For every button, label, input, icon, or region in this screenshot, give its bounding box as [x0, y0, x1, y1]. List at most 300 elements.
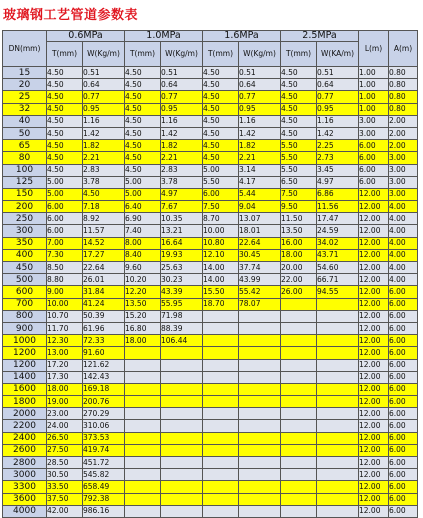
thickness-0-6: 7.30 — [47, 249, 83, 261]
weight-2-5 — [317, 383, 359, 395]
thickness-2-5 — [281, 322, 317, 334]
thickness-1-0: 8.00 — [125, 237, 161, 249]
thickness-1-6 — [203, 408, 239, 420]
weight-1-0 — [161, 481, 203, 493]
weight-1-6: 55.42 — [239, 286, 281, 298]
thickness-1-6 — [203, 420, 239, 432]
dn-cell: 200 — [3, 201, 47, 213]
weight-0-6: 2.83 — [83, 164, 125, 176]
table-row — [3, 432, 418, 444]
weight-0-6: 419.74 — [83, 444, 125, 456]
thickness-0-6: 6.00 — [47, 225, 83, 237]
thickness-1-6: 18.70 — [203, 298, 239, 310]
thickness-0-6: 4.50 — [47, 152, 83, 164]
length-cell: 12.00 — [359, 310, 389, 322]
table-row — [3, 176, 418, 188]
dn-cell: 3300 — [3, 481, 47, 493]
dn-cell: 150 — [3, 188, 47, 200]
table-row — [3, 201, 418, 213]
weight-1-6: 3.14 — [239, 164, 281, 176]
a-cell: 6.00 — [389, 310, 418, 322]
dn-cell: 15 — [3, 67, 47, 79]
weight-1-0 — [161, 420, 203, 432]
thickness-1-0 — [125, 347, 161, 359]
thickness-1-0 — [125, 359, 161, 371]
weight-2-5: 54.60 — [317, 262, 359, 274]
thickness-2-5: 5.50 — [281, 152, 317, 164]
weight-1-0 — [161, 359, 203, 371]
thickness-1-6: 14.00 — [203, 262, 239, 274]
weight-1-6: 9.04 — [239, 201, 281, 213]
weight-2-5 — [317, 432, 359, 444]
weight-2-5 — [317, 359, 359, 371]
thickness-2-5: 16.00 — [281, 237, 317, 249]
thickness-1-6: 4.50 — [203, 67, 239, 79]
length-cell: 3.00 — [359, 127, 389, 139]
thickness-0-6: 4.50 — [47, 67, 83, 79]
thickness-2-5 — [281, 432, 317, 444]
weight-2-5: 24.59 — [317, 225, 359, 237]
weight-1-0: 1.16 — [161, 115, 203, 127]
a-cell: 4.00 — [389, 262, 418, 274]
thickness-0-6: 10.70 — [47, 310, 83, 322]
weight-1-0: 1.42 — [161, 127, 203, 139]
weight-2-5: 0.51 — [317, 67, 359, 79]
weight-0-6: 792.38 — [83, 493, 125, 505]
header-thickness: T(mm) — [281, 42, 317, 67]
thickness-1-6 — [203, 322, 239, 334]
thickness-1-6: 15.50 — [203, 286, 239, 298]
a-cell: 6.00 — [389, 383, 418, 395]
thickness-1-6: 10.80 — [203, 237, 239, 249]
length-cell: 12.00 — [359, 420, 389, 432]
table-row — [3, 444, 418, 456]
weight-1-0: 0.64 — [161, 79, 203, 91]
thickness-1-0 — [125, 457, 161, 469]
weight-0-6: 3.78 — [83, 176, 125, 188]
weight-1-6 — [239, 444, 281, 456]
table-row — [3, 481, 418, 493]
thickness-1-0: 4.50 — [125, 164, 161, 176]
dn-cell: 40 — [3, 115, 47, 127]
dn-cell: 1000 — [3, 335, 47, 347]
thickness-2-5: 4.50 — [281, 67, 317, 79]
weight-1-0 — [161, 444, 203, 456]
weight-1-6: 1.16 — [239, 115, 281, 127]
length-cell: 12.00 — [359, 371, 389, 383]
weight-0-6: 0.64 — [83, 79, 125, 91]
table-row — [3, 420, 418, 432]
weight-2-5: 66.71 — [317, 274, 359, 286]
dn-cell: 900 — [3, 322, 47, 334]
weight-1-6 — [239, 420, 281, 432]
thickness-1-0 — [125, 383, 161, 395]
table-row — [3, 262, 418, 274]
weight-1-6 — [239, 469, 281, 481]
thickness-2-5 — [281, 420, 317, 432]
thickness-1-0 — [125, 444, 161, 456]
header-thickness: T(mm) — [47, 42, 83, 67]
weight-1-0 — [161, 383, 203, 395]
thickness-0-6: 5.00 — [47, 188, 83, 200]
table-row — [3, 310, 418, 322]
weight-0-6: 0.51 — [83, 67, 125, 79]
thickness-1-0: 4.50 — [125, 152, 161, 164]
table-row — [3, 505, 418, 517]
length-cell: 12.00 — [359, 408, 389, 420]
thickness-1-6 — [203, 505, 239, 517]
header-weight: W(KA/m) — [317, 42, 359, 67]
a-cell: 6.00 — [389, 420, 418, 432]
dn-cell: 4000 — [3, 505, 47, 517]
thickness-0-6: 6.00 — [47, 213, 83, 225]
a-cell: 3.00 — [389, 188, 418, 200]
weight-1-6 — [239, 396, 281, 408]
table-header — [3, 31, 418, 67]
weight-1-0 — [161, 371, 203, 383]
length-cell: 12.00 — [359, 237, 389, 249]
length-cell: 12.00 — [359, 444, 389, 456]
a-cell: 6.00 — [389, 335, 418, 347]
header-weight: W(Kg/m) — [83, 42, 125, 67]
thickness-2-5: 26.00 — [281, 286, 317, 298]
weight-2-5: 4.97 — [317, 176, 359, 188]
table-row — [3, 140, 418, 152]
weight-1-0: 0.95 — [161, 103, 203, 115]
a-cell: 6.00 — [389, 493, 418, 505]
table-row — [3, 396, 418, 408]
thickness-1-0: 5.00 — [125, 188, 161, 200]
dn-cell: 3600 — [3, 493, 47, 505]
thickness-1-0: 12.20 — [125, 286, 161, 298]
header-dn: DN(mm) — [3, 31, 47, 67]
weight-1-0 — [161, 408, 203, 420]
weight-2-5 — [317, 408, 359, 420]
weight-2-5: 34.02 — [317, 237, 359, 249]
weight-1-0 — [161, 493, 203, 505]
thickness-2-5 — [281, 298, 317, 310]
table-row — [3, 298, 418, 310]
thickness-0-6: 27.50 — [47, 444, 83, 456]
weight-0-6: 373.53 — [83, 432, 125, 444]
weight-2-5 — [317, 469, 359, 481]
thickness-2-5: 4.50 — [281, 127, 317, 139]
length-cell: 12.00 — [359, 335, 389, 347]
header-weight: W(Kg/m) — [239, 42, 281, 67]
weight-2-5 — [317, 396, 359, 408]
dn-cell: 400 — [3, 249, 47, 261]
thickness-1-6: 6.00 — [203, 188, 239, 200]
weight-1-6 — [239, 481, 281, 493]
thickness-0-6: 30.50 — [47, 469, 83, 481]
dn-cell: 25 — [3, 91, 47, 103]
weight-0-6: 7.18 — [83, 201, 125, 213]
table-row — [3, 347, 418, 359]
thickness-0-6: 4.50 — [47, 79, 83, 91]
length-cell: 12.00 — [359, 286, 389, 298]
weight-1-0 — [161, 396, 203, 408]
length-cell: 1.00 — [359, 67, 389, 79]
dn-cell: 65 — [3, 140, 47, 152]
thickness-0-6: 12.30 — [47, 335, 83, 347]
thickness-1-6 — [203, 310, 239, 322]
thickness-2-5: 4.50 — [281, 91, 317, 103]
table-row — [3, 79, 418, 91]
thickness-1-0: 18.00 — [125, 335, 161, 347]
thickness-1-6 — [203, 444, 239, 456]
thickness-1-0: 8.40 — [125, 249, 161, 261]
a-cell: 4.00 — [389, 274, 418, 286]
thickness-2-5 — [281, 493, 317, 505]
thickness-1-0: 4.50 — [125, 140, 161, 152]
length-cell: 12.00 — [359, 396, 389, 408]
thickness-2-5: 4.50 — [281, 103, 317, 115]
dn-cell: 1400 — [3, 371, 47, 383]
thickness-2-5: 4.50 — [281, 79, 317, 91]
a-cell: 4.00 — [389, 201, 418, 213]
weight-1-6: 13.07 — [239, 213, 281, 225]
weight-0-6: 61.96 — [83, 322, 125, 334]
thickness-0-6: 28.50 — [47, 457, 83, 469]
header-a: A(m) — [389, 31, 418, 67]
thickness-2-5: 7.50 — [281, 188, 317, 200]
thickness-1-6: 4.50 — [203, 91, 239, 103]
thickness-1-6: 4.50 — [203, 79, 239, 91]
dn-cell: 3000 — [3, 469, 47, 481]
thickness-2-5: 18.00 — [281, 249, 317, 261]
header-thickness: T(mm) — [125, 42, 161, 67]
table-row — [3, 237, 418, 249]
weight-0-6: 22.64 — [83, 262, 125, 274]
weight-2-5: 1.16 — [317, 115, 359, 127]
weight-0-6: 41.24 — [83, 298, 125, 310]
weight-1-6: 30.45 — [239, 249, 281, 261]
weight-1-6: 0.95 — [239, 103, 281, 115]
weight-0-6: 169.18 — [83, 383, 125, 395]
thickness-0-6: 13.00 — [47, 347, 83, 359]
dn-cell: 300 — [3, 225, 47, 237]
weight-0-6: 2.21 — [83, 152, 125, 164]
thickness-2-5: 6.50 — [281, 176, 317, 188]
length-cell: 12.00 — [359, 262, 389, 274]
table-row — [3, 249, 418, 261]
weight-0-6: 1.82 — [83, 140, 125, 152]
dn-cell: 250 — [3, 213, 47, 225]
thickness-1-0 — [125, 371, 161, 383]
weight-1-0 — [161, 457, 203, 469]
thickness-1-6 — [203, 432, 239, 444]
weight-2-5 — [317, 347, 359, 359]
dn-cell: 450 — [3, 262, 47, 274]
weight-0-6: 72.33 — [83, 335, 125, 347]
a-cell: 3.00 — [389, 152, 418, 164]
thickness-1-6 — [203, 347, 239, 359]
weight-0-6: 658.49 — [83, 481, 125, 493]
thickness-2-5 — [281, 444, 317, 456]
length-cell: 6.00 — [359, 152, 389, 164]
dn-cell: 500 — [3, 274, 47, 286]
a-cell: 0.80 — [389, 67, 418, 79]
thickness-2-5: 13.50 — [281, 225, 317, 237]
pipe-parameter-table — [2, 30, 418, 518]
weight-1-0: 2.83 — [161, 164, 203, 176]
thickness-1-0: 9.60 — [125, 262, 161, 274]
weight-1-6: 18.01 — [239, 225, 281, 237]
thickness-1-0: 4.50 — [125, 79, 161, 91]
table-row — [3, 493, 418, 505]
weight-0-6: 1.16 — [83, 115, 125, 127]
weight-1-6 — [239, 383, 281, 395]
a-cell: 2.00 — [389, 127, 418, 139]
table-body — [3, 67, 418, 518]
a-cell: 0.80 — [389, 103, 418, 115]
length-cell: 3.00 — [359, 115, 389, 127]
thickness-0-6: 17.20 — [47, 359, 83, 371]
header-length: L(m) — [359, 31, 389, 67]
weight-2-5: 1.42 — [317, 127, 359, 139]
thickness-2-5: 9.50 — [281, 201, 317, 213]
weight-0-6: 4.50 — [83, 188, 125, 200]
thickness-2-5: 11.50 — [281, 213, 317, 225]
thickness-0-6: 4.50 — [47, 140, 83, 152]
thickness-2-5 — [281, 505, 317, 517]
weight-2-5 — [317, 335, 359, 347]
length-cell: 12.00 — [359, 213, 389, 225]
weight-2-5 — [317, 505, 359, 517]
a-cell: 6.00 — [389, 469, 418, 481]
thickness-2-5: 5.50 — [281, 164, 317, 176]
weight-2-5: 94.55 — [317, 286, 359, 298]
table-row — [3, 115, 418, 127]
weight-1-0: 0.51 — [161, 67, 203, 79]
thickness-0-6: 4.50 — [47, 91, 83, 103]
table-row — [3, 91, 418, 103]
weight-2-5 — [317, 322, 359, 334]
table-row — [3, 67, 418, 79]
length-cell: 12.00 — [359, 432, 389, 444]
thickness-1-0: 10.20 — [125, 274, 161, 286]
thickness-0-6: 4.50 — [47, 115, 83, 127]
thickness-1-0: 6.40 — [125, 201, 161, 213]
thickness-1-6: 8.70 — [203, 213, 239, 225]
a-cell: 4.00 — [389, 225, 418, 237]
a-cell: 6.00 — [389, 457, 418, 469]
header-pressure-0-6: 0.6MPa — [47, 31, 125, 42]
weight-0-6: 142.43 — [83, 371, 125, 383]
a-cell: 4.00 — [389, 213, 418, 225]
length-cell: 6.00 — [359, 176, 389, 188]
weight-1-0: 19.93 — [161, 249, 203, 261]
thickness-1-6: 4.50 — [203, 127, 239, 139]
thickness-1-0: 4.50 — [125, 103, 161, 115]
dn-cell: 1200 — [3, 359, 47, 371]
weight-0-6: 14.52 — [83, 237, 125, 249]
weight-1-0 — [161, 505, 203, 517]
thickness-2-5 — [281, 469, 317, 481]
weight-1-6 — [239, 505, 281, 517]
thickness-1-6: 12.10 — [203, 249, 239, 261]
thickness-1-0 — [125, 469, 161, 481]
weight-1-0: 1.82 — [161, 140, 203, 152]
thickness-2-5 — [281, 481, 317, 493]
weight-2-5 — [317, 420, 359, 432]
weight-1-0: 10.35 — [161, 213, 203, 225]
a-cell: 6.00 — [389, 408, 418, 420]
dn-cell: 32 — [3, 103, 47, 115]
weight-1-6: 22.64 — [239, 237, 281, 249]
weight-1-0: 55.95 — [161, 298, 203, 310]
dn-cell: 125 — [3, 176, 47, 188]
thickness-0-6: 4.50 — [47, 103, 83, 115]
a-cell: 6.00 — [389, 359, 418, 371]
weight-1-6 — [239, 493, 281, 505]
thickness-0-6: 17.30 — [47, 371, 83, 383]
dn-cell: 1600 — [3, 383, 47, 395]
dn-cell: 800 — [3, 310, 47, 322]
a-cell: 4.00 — [389, 249, 418, 261]
thickness-1-0: 16.80 — [125, 322, 161, 334]
thickness-2-5 — [281, 457, 317, 469]
thickness-2-5: 20.00 — [281, 262, 317, 274]
thickness-2-5: 5.50 — [281, 140, 317, 152]
weight-1-6 — [239, 371, 281, 383]
weight-1-0 — [161, 469, 203, 481]
weight-1-6: 4.17 — [239, 176, 281, 188]
a-cell: 6.00 — [389, 396, 418, 408]
weight-2-5 — [317, 371, 359, 383]
dn-cell: 600 — [3, 286, 47, 298]
header-pressure-2-5: 2.5MPa — [281, 31, 359, 42]
weight-2-5 — [317, 457, 359, 469]
weight-1-6: 43.99 — [239, 274, 281, 286]
table-row — [3, 383, 418, 395]
length-cell: 1.00 — [359, 103, 389, 115]
a-cell: 6.00 — [389, 298, 418, 310]
weight-1-0: 2.21 — [161, 152, 203, 164]
thickness-1-0: 7.40 — [125, 225, 161, 237]
length-cell: 6.00 — [359, 140, 389, 152]
dn-cell: 80 — [3, 152, 47, 164]
thickness-0-6: 33.50 — [47, 481, 83, 493]
a-cell: 3.00 — [389, 164, 418, 176]
weight-1-6 — [239, 432, 281, 444]
thickness-1-6 — [203, 396, 239, 408]
weight-0-6: 200.76 — [83, 396, 125, 408]
weight-1-6: 2.21 — [239, 152, 281, 164]
weight-2-5 — [317, 310, 359, 322]
thickness-2-5 — [281, 359, 317, 371]
weight-0-6: 50.39 — [83, 310, 125, 322]
weight-1-6 — [239, 335, 281, 347]
weight-1-6 — [239, 310, 281, 322]
dn-cell: 2400 — [3, 432, 47, 444]
header-thickness: T(mm) — [203, 42, 239, 67]
thickness-1-6: 4.50 — [203, 140, 239, 152]
dn-cell: 20 — [3, 79, 47, 91]
thickness-1-6: 4.50 — [203, 103, 239, 115]
table-row — [3, 103, 418, 115]
page-title: 玻璃钢工艺管道参数表 — [3, 8, 139, 23]
header-pressure-1-0: 1.0MPa — [125, 31, 203, 42]
weight-2-5: 3.45 — [317, 164, 359, 176]
thickness-1-0 — [125, 481, 161, 493]
weight-2-5 — [317, 481, 359, 493]
thickness-0-6: 18.00 — [47, 383, 83, 395]
weight-1-0: 13.21 — [161, 225, 203, 237]
header-pressure-1-6: 1.6MPa — [203, 31, 281, 42]
weight-2-5: 0.77 — [317, 91, 359, 103]
thickness-1-6: 4.50 — [203, 115, 239, 127]
